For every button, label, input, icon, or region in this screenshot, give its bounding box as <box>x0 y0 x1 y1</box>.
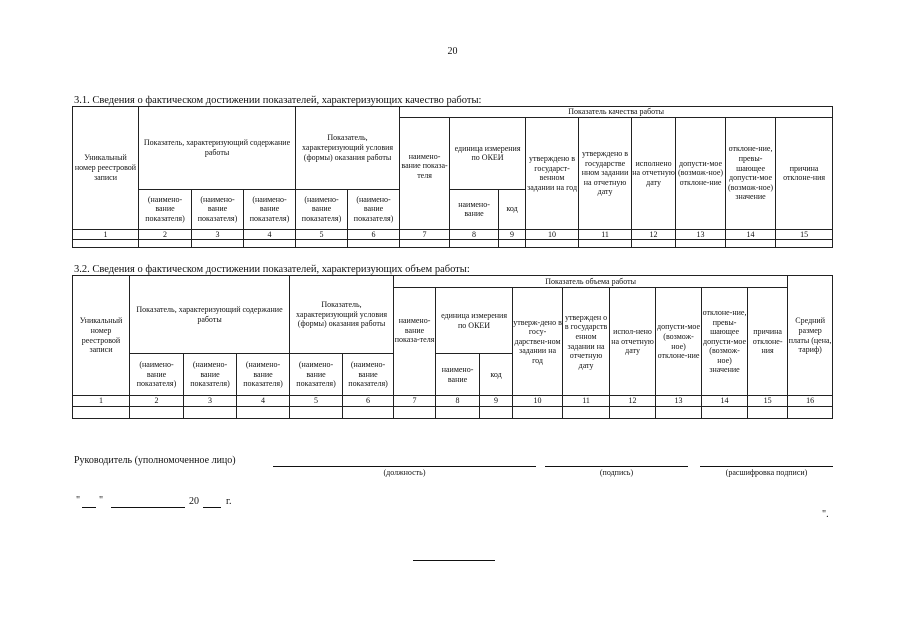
volume-indicator-header: Показатель объема работы <box>394 276 788 288</box>
unit-code-subheader: код <box>499 189 526 229</box>
col-num: 11 <box>579 229 632 240</box>
section-3-1-title: 3.1. Сведения о фактическом достижении показателей, характеризующих качество работы: <box>74 95 482 106</box>
allowed-deviation-header: допусти-мое (возмож-ное) отклоне-ние <box>656 288 702 396</box>
deviation-reason-header: причина отклоне-ния <box>776 117 833 229</box>
column-number-row <box>73 396 833 407</box>
unique-number-header: Уникальный номер реестровой записи <box>73 276 130 396</box>
year-line <box>203 507 221 508</box>
col-num: 13 <box>676 229 726 240</box>
executed-header: исполнено на отчетную дату <box>632 117 676 229</box>
col-num: 1 <box>73 229 139 240</box>
deviation-reason-header: причина отклоне-ния <box>748 288 788 396</box>
col-num: 5 <box>296 229 348 240</box>
empty-data-row <box>73 406 833 418</box>
col-num: 6 <box>343 396 394 407</box>
signature-line <box>545 466 688 467</box>
decoding-caption: (расшифровка подписи) <box>725 468 808 477</box>
head-label: Руководитель (уполномоченное лицо) <box>74 455 236 466</box>
okei-unit-header: единица измерения по ОКЕИ <box>450 117 526 189</box>
exceeding-deviation-header: отклоне-ние, превы-шающее допусти-мое (возмож-ное) значение <box>702 288 748 396</box>
year-suffix: г. <box>226 496 232 507</box>
col-num: 3 <box>192 229 244 240</box>
volume-table <box>72 275 833 419</box>
col-num: 7 <box>400 229 450 240</box>
approved-date-header: утверждено в государстве нном задании на отчетную дату <box>579 117 632 229</box>
content-sub-2: (наимено-вание показателя) <box>192 189 244 229</box>
conditions-sub-1: (наимено-вание показателя) <box>296 189 348 229</box>
indicator-name-header: наимено-вание показа-теля <box>400 117 450 229</box>
col-num: 10 <box>526 229 579 240</box>
approved-date-header: утвержден о в государств енном задании на отчетную дату <box>563 288 610 396</box>
content-indicator-header: Показатель, характеризующий содержание работы <box>139 107 296 190</box>
col-num: 8 <box>450 229 499 240</box>
conditions-sub-1: (наимено-вание показателя) <box>290 354 343 396</box>
content-indicator-header: Показатель, характеризующий содержание работы <box>130 276 290 354</box>
col-num: 14 <box>702 396 748 407</box>
col-num: 12 <box>632 229 676 240</box>
month-line <box>111 507 185 508</box>
col-num: 9 <box>499 229 526 240</box>
section-3-2-title: 3.2. Сведения о фактическом достижении показателей, характеризующих объем работы: <box>74 264 470 275</box>
content-sub-3: (наимено-вание показателя) <box>244 189 296 229</box>
position-line <box>273 466 536 467</box>
conditions-indicator-header: Показатель, характеризующий условия (формы) оказания работы <box>290 276 394 354</box>
decoding-line <box>700 466 833 467</box>
col-num: 10 <box>513 396 563 407</box>
unit-name-subheader: наимено-вание <box>450 189 499 229</box>
date-close-quote: " <box>99 495 104 506</box>
content-sub-3: (наимено-вание показателя) <box>237 354 290 396</box>
conditions-indicator-header: Показатель, характеризующий условия (формы) оказания работы <box>296 107 400 190</box>
footer-separator <box>413 560 495 561</box>
page-number: 20 <box>447 46 458 57</box>
col-num: 15 <box>776 229 833 240</box>
quality-indicator-header: Показатель качества работы <box>400 107 833 118</box>
exceeding-deviation-header: отклоне-ние, превы-шающее допусти-мое (возмож-ное) значение <box>726 117 776 229</box>
unit-code-subheader: код <box>480 354 513 396</box>
conditions-sub-2: (наимено-вание показателя) <box>348 189 400 229</box>
col-num: 6 <box>348 229 400 240</box>
closing-quote: ". <box>822 509 829 520</box>
col-num: 2 <box>130 396 184 407</box>
date-open-quote: " <box>76 495 81 506</box>
unit-name-subheader: наимено-вание <box>436 354 480 396</box>
col-num: 14 <box>726 229 776 240</box>
day-line <box>82 507 96 508</box>
col-num: 2 <box>139 229 192 240</box>
conditions-sub-2: (наимено-вание показателя) <box>343 354 394 396</box>
col-num: 4 <box>237 396 290 407</box>
col-num: 9 <box>480 396 513 407</box>
okei-unit-header: единица измерения по ОКЕИ <box>436 288 513 354</box>
content-sub-2: (наимено-вание показателя) <box>184 354 237 396</box>
col-num: 5 <box>290 396 343 407</box>
approved-year-header: утверждено в государст-венном задании на год <box>526 117 579 229</box>
unique-number-header: Уникальный номер реестровой записи <box>73 107 139 230</box>
content-sub-1: (наимено-вание показателя) <box>139 189 192 229</box>
empty-data-row <box>73 240 833 248</box>
col-num: 8 <box>436 396 480 407</box>
year-prefix: 20 <box>189 496 199 507</box>
signature-caption: (подпись) <box>599 468 634 477</box>
col-num: 7 <box>394 396 436 407</box>
col-num: 12 <box>610 396 656 407</box>
indicator-name-header: наимено-вание показа-теля <box>394 288 436 396</box>
col-num: 3 <box>184 396 237 407</box>
col-num: 1 <box>73 396 130 407</box>
average-fee-header: Средний размер платы (цена, тариф) <box>788 276 833 396</box>
col-num: 16 <box>788 396 833 407</box>
col-num: 15 <box>748 396 788 407</box>
col-num: 13 <box>656 396 702 407</box>
column-number-row <box>73 229 833 240</box>
allowed-deviation-header: допусти-мое (возмож-ное) отклоне-ние <box>676 117 726 229</box>
col-num: 4 <box>244 229 296 240</box>
col-num: 11 <box>563 396 610 407</box>
quality-table <box>72 106 833 248</box>
executed-header: испол-нено на отчетную дату <box>610 288 656 396</box>
content-sub-1: (наимено-вание показателя) <box>130 354 184 396</box>
approved-year-header: утверж-дено в госу-дарствен-ном задании на год <box>513 288 563 396</box>
position-caption: (должность) <box>383 468 426 477</box>
